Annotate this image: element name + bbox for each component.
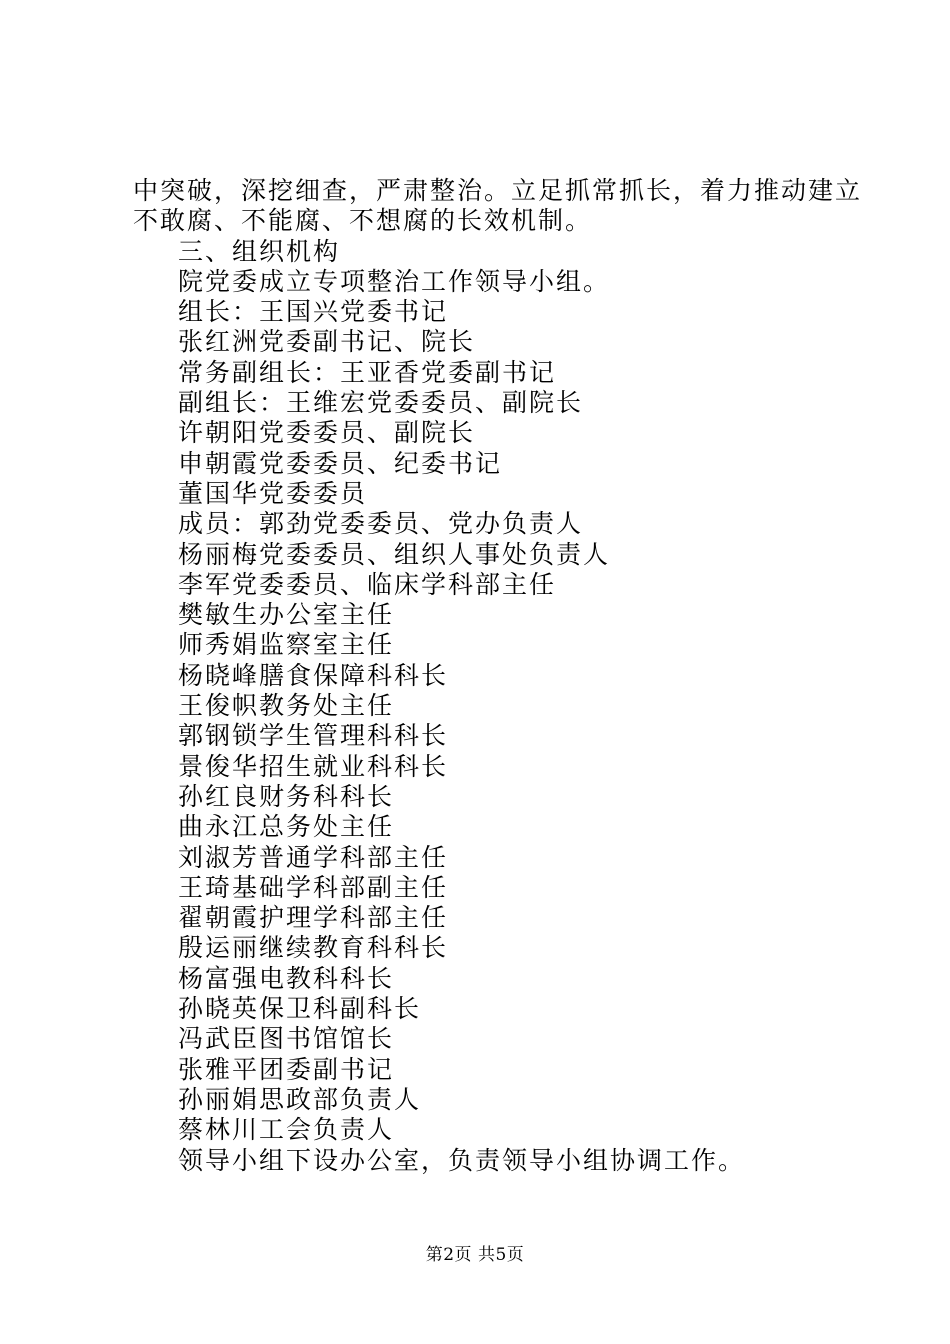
member-line: 组长：王国兴党委书记 [178,297,449,327]
paragraph-line: 领导小组下设办公室，负责领导小组协调工作。 [178,1145,746,1175]
member-line: 师秀娟监察室主任 [178,630,395,660]
member-line: 副组长：王维宏党委委员、副院长 [178,388,584,418]
member-line: 杨富强电教科科长 [178,963,395,993]
member-line: 孙红良财务科科长 [178,781,395,811]
member-line: 蔡林川工会负责人 [178,1115,395,1145]
paragraph-line: 中突破，深挖细查，严肃整治。立足抓常抓长，着力推动建立 [133,176,863,205]
member-line: 冯武臣图书馆馆长 [178,1024,395,1054]
paragraph-line: 院党委成立专项整治工作领导小组。 [178,266,611,296]
member-line: 许朝阳党委委员、副院长 [178,418,476,448]
member-line: 李军党委委员、临床学科部主任 [178,569,557,599]
member-line: 张雅平团委副书记 [178,1054,395,1084]
member-line: 翟朝霞护理学科部主任 [178,903,449,933]
member-line: 樊敏生办公室主任 [178,600,395,630]
member-line: 刘淑芳普通学科部主任 [178,842,449,872]
member-line: 成员：郭劲党委委员、党办负责人 [178,509,584,539]
page-footer: 第2页 共5页 [425,1245,525,1265]
member-line: 殷运丽继续教育科科长 [178,933,449,963]
document-body [133,176,863,1176]
member-line: 孙晓英保卫科副科长 [178,994,422,1024]
member-line: 杨晓峰膳食保障科科长 [178,660,449,690]
member-line: 杨丽梅党委委员、组织人事处负责人 [178,539,611,569]
member-line: 董国华党委委员 [178,478,368,508]
paragraph-line: 不敢腐、不能腐、不想腐的长效机制。 [133,206,593,236]
member-line: 申朝霞党委委员、纪委书记 [178,448,503,478]
member-line: 景俊华招生就业科科长 [178,751,449,781]
member-line: 王琦基础学科部副主任 [178,872,449,902]
member-line: 常务副组长：王亚香党委副书记 [178,357,557,387]
member-line: 郭钢锁学生管理科科长 [178,721,449,751]
member-line: 曲永江总务处主任 [178,812,395,842]
member-line: 张红洲党委副书记、院长 [178,327,476,357]
member-line: 王俊帜教务处主任 [178,691,395,721]
member-line: 孙丽娟思政部负责人 [178,1084,422,1114]
section-heading: 三、组织机构 [178,236,341,266]
